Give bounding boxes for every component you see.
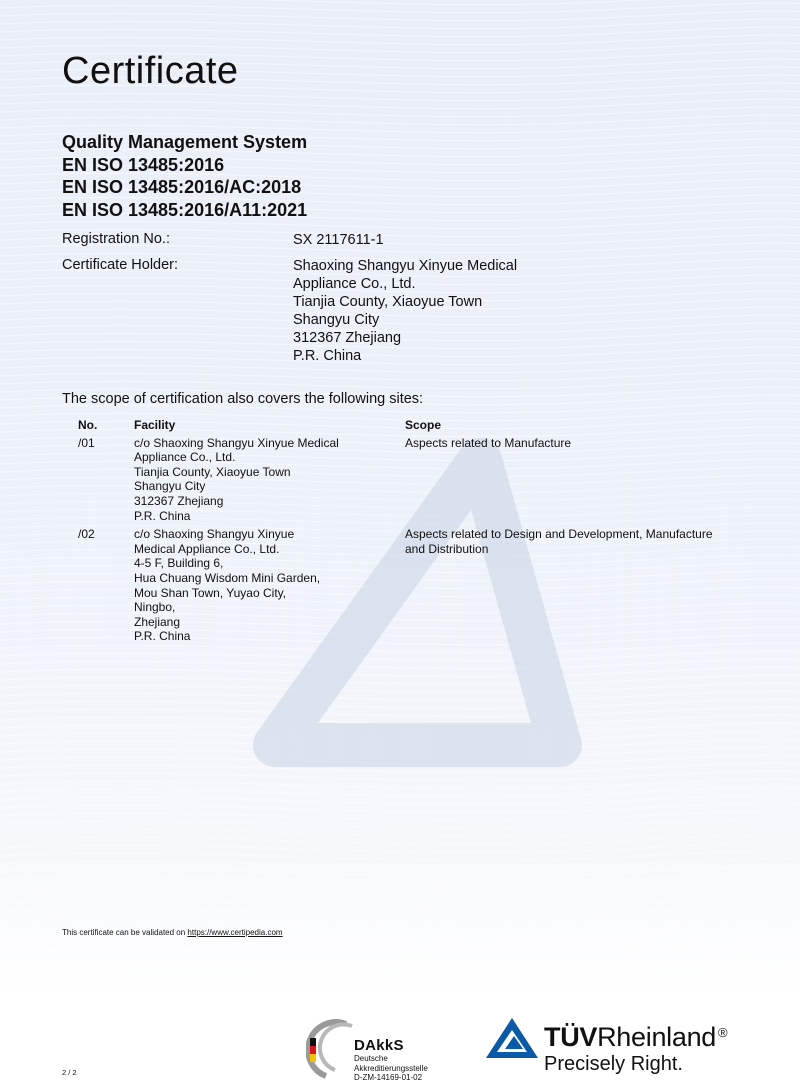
wave-line [0,707,800,717]
wave-line [0,99,800,109]
site-scope [405,436,745,528]
wave-line [0,827,800,837]
facility-line: Hua Chuang Wisdom Mini Garden, [134,570,321,585]
registration-label: Registration No.: [62,231,170,247]
wave-line [0,787,800,797]
wave-line [0,651,800,661]
scope-intro: The scope of certification also covers the following sites: [62,391,424,407]
wave-line [0,379,800,389]
wave-line [0,795,800,805]
wave-line [0,683,800,693]
dakks-text [354,1037,428,1083]
facility-line: Medical Appliance Co., Ltd. [134,541,280,556]
registered-mark: ® [718,1025,728,1040]
wave-line [0,979,800,989]
certificate-title: Certificate [62,50,239,92]
wave-line [0,875,800,885]
validation-note [62,928,283,937]
wave-line [0,939,800,949]
site-facility [134,436,405,528]
address-line: Shangyu City [293,312,380,328]
wave-line [0,851,800,861]
dakks-name: DAkkS [354,1037,404,1054]
registration-value: SX 2117611-1 [293,232,384,248]
facility-line: P.R. China [134,508,191,523]
wave-line [0,11,800,21]
facility-line: Shangyu City [134,479,206,494]
address-line: 312367 Zhejiang [293,330,402,346]
wave-line [0,27,800,37]
address-line: Appliance Co., Ltd. [293,276,416,292]
holder-address [293,257,517,365]
wave-line [0,779,800,789]
wave-line [0,35,800,45]
table-row [62,436,745,528]
wave-line [0,891,800,901]
wave-line [0,819,800,829]
scope-line: Aspects related to Design and Development, Manufacture [405,527,713,542]
wave-line [0,971,800,981]
wave-line [0,811,800,821]
wave-line [0,0,800,5]
header-facility: Facility [134,418,176,432]
standard-line: EN ISO 13485:2016/AC:2018 [62,177,302,197]
standards-block [62,131,307,221]
standard-line: Quality Management System [62,132,308,152]
wave-line [0,699,800,709]
site-facility [134,527,405,648]
wave-line [0,107,800,117]
facility-line: Mou Shan Town, Yuyao City, [134,585,287,600]
facility-line: 4-5 F, Building 6, [134,556,224,571]
wave-line [0,947,800,957]
site-scope [405,527,745,648]
wave-line [0,803,800,813]
tuv-triangle-icon [484,1016,540,1060]
wave-line [0,675,800,685]
wave-line [0,115,800,125]
facility-line: c/o Shaoxing Shangyu Xinyue Medical [134,435,339,450]
facility-line: 312367 Zhejiang [134,493,224,508]
site-number: /02 [78,527,95,542]
tuv-rest: Rheinland [597,1022,717,1052]
standard-line: EN ISO 13485:2016/A11:2021 [62,199,308,220]
certipedia-link[interactable]: https://www.certipedia.com [187,928,283,937]
wave-line [0,3,800,13]
dakks-line: Deutsche [354,1054,388,1063]
tuv-name [544,1022,727,1052]
wave-line [0,843,800,853]
page-number: 2 / 2 [62,1068,77,1077]
wave-line [0,691,800,701]
sites-table [62,418,745,648]
wave-line [0,987,800,997]
facility-line: Tianjia County, Xiaoyue Town [134,464,291,479]
table-header-row [62,418,745,436]
holder-label: Certificate Holder: [62,257,179,273]
wave-line [0,371,800,381]
wave-line [0,915,800,925]
validation-text: This certificate can be validated on [62,928,186,937]
tuv-bold: TÜV [544,1022,598,1052]
wave-line [0,883,800,893]
scope-line: and Distribution [405,541,489,556]
facility-line: P.R. China [134,629,191,644]
tuv-slogan: Precisely Right. [544,1053,683,1075]
wave-line [0,667,800,677]
standard-line: EN ISO 13485:2016 [62,154,225,175]
table-row [62,527,745,648]
wave-line [0,19,800,29]
wave-line [0,963,800,973]
address-line: P.R. China [293,348,362,364]
dakks-line: Akkreditierungsstelle [354,1063,428,1073]
facility-line: Appliance Co., Ltd. [134,450,236,465]
scope-line: Aspects related to Manufacture [405,435,572,450]
tuv-wordmark [544,1022,727,1076]
wave-line [0,955,800,965]
address-line: Tianjia County, Xiaoyue Town [293,294,483,310]
facility-line: c/o Shaoxing Shangyu Xinyue [134,527,295,542]
dakks-line: D-ZM-14169-01-02 [354,1073,423,1082]
wave-line [0,907,800,917]
facility-line: Zhejiang [134,614,181,629]
wave-line [0,859,800,869]
wave-line [0,835,800,845]
facility-line: Ningbo, [134,600,176,615]
wave-line [0,899,800,909]
header-no: No. [78,418,98,432]
wave-line [0,867,800,877]
wave-line [0,771,800,781]
header-scope: Scope [405,418,442,432]
address-line: Shaoxing Shangyu Xinyue Medical [293,258,518,274]
wave-line [0,659,800,669]
site-number: /01 [78,435,95,450]
